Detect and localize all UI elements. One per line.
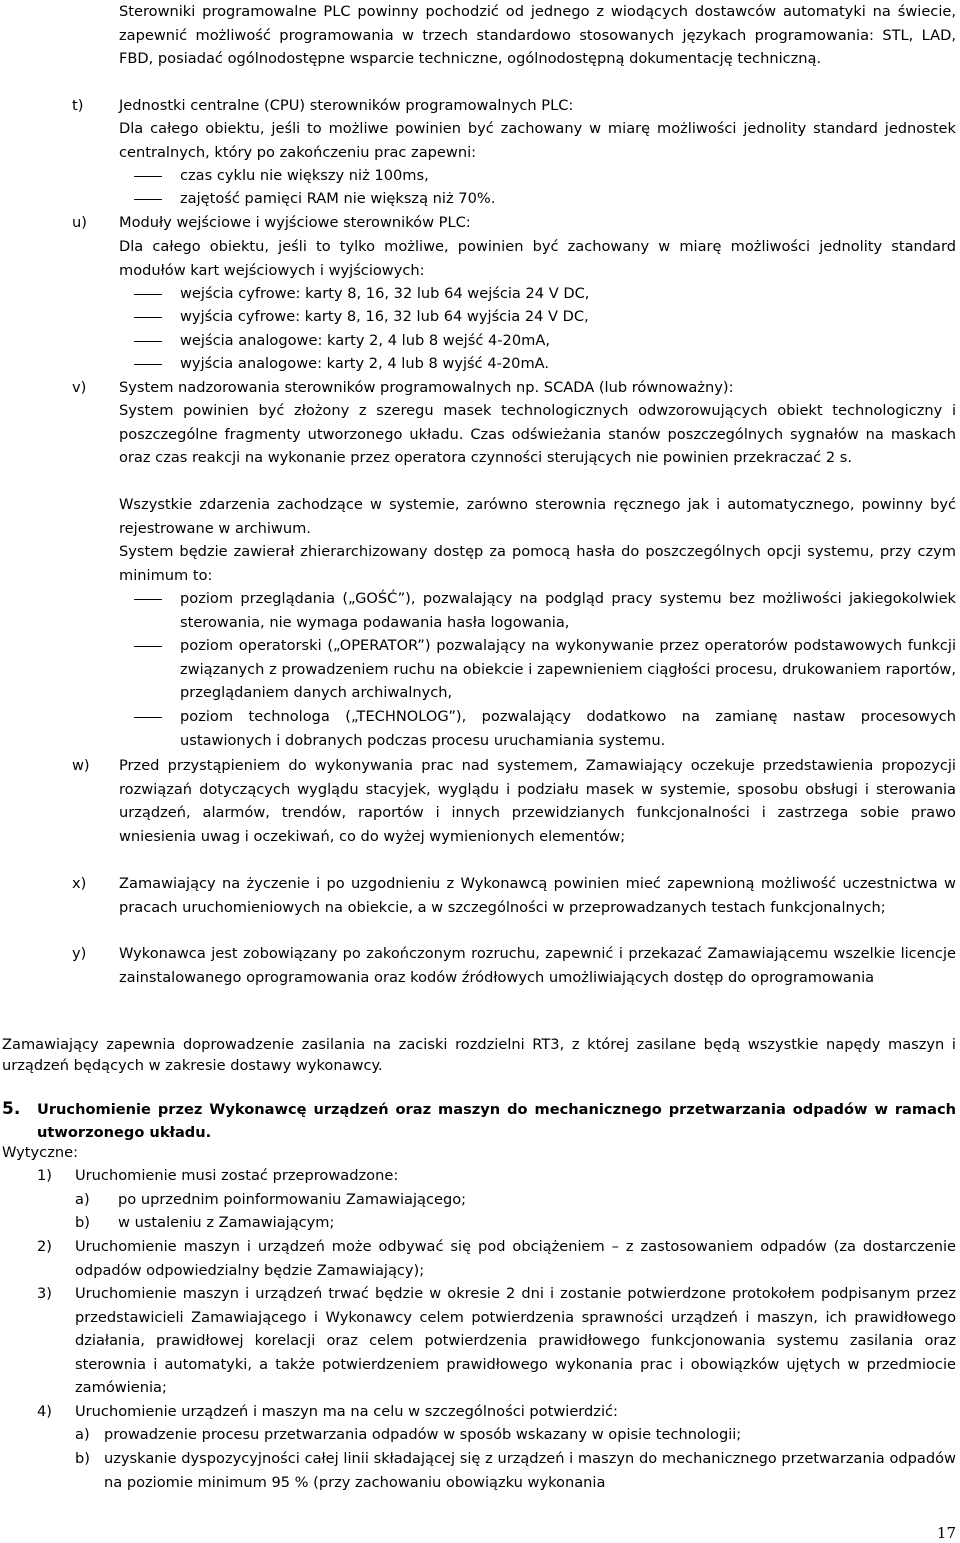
dash-bullet	[134, 176, 162, 177]
item-y-text: Wykonawca jest zobowiązany po zakończonym rozruchu, zapewnić i przekazać Zamawiającemu wszelkie licencje zainstalowanego oprogramowania oraz kodów źródłowych umożliwiających dostęp do oprogramowania	[119, 945, 956, 986]
access-level-operator: poziom operatorski („OPERATOR”) pozwalający na wykonywanie przez operatorów podstawowych funkcji związanych z prowadzeniem ruchu na obiekcie i zapewnieniem ciągłości procesu, drukowaniem raportów, przeglądaniem danych archiwalnych,	[180, 637, 956, 701]
list-item-marker: 4)	[37, 1403, 52, 1420]
item-t-body: Dla całego obiektu, jeśli to możliwe powinien być zachowany w miarę możliwości jednolity standard jednostek centralnych, który po zakończeniu prac zapewni:	[119, 120, 956, 161]
item-v-paragraph-2: Wszystkie zdarzenia zachodzące w systemie, zarówno sterownia ręcznego jak i automatycznego, powinny być rejestrowane w archiwum.	[119, 496, 956, 537]
dash-bullet	[134, 294, 162, 295]
power-supply-note: Zamawiający zapewnia doprowadzenie zasilania na zaciski rozdzielni RT3, z której zasilane będą wszystkie napędy maszyn i urządzeń będących w zakresie dostawy wykonawcy.	[2, 1036, 956, 1074]
item-u-bullet: wejścia analogowe: karty 2, 4 lub 8 wejść 4-20mA,	[180, 332, 550, 349]
list-item: Uruchomienie maszyn i urządzeń trwać będzie w okresie 2 dni i zostanie potwierdzone protokołem podpisanym przez przedstawicieli Zamawiającego i Wykonawcy celem potwierdzenia sprawności urządzeń i maszyn, ich prawidłowego działania, prawidłowej korelacji oraz celem potwierdzenia prawidłowego funkcjonowania systemu zasilania oraz sterownia i automatyki, a także potwierdzeniem prawidłowego wykonania prac i obowiązków ujętych w przedmiocie zamówienia;	[75, 1285, 956, 1396]
dash-bullet	[134, 646, 162, 647]
item-v-title: System nadzorowania sterowników programowalnych np. SCADA (lub równoważny):	[119, 379, 734, 396]
plc-intro-paragraph: Sterowniki programowalne PLC powinny pochodzić od jednego z wiodących dostawców automatyki na świecie, zapewnić możliwość programowania w trzech standardowo stosowanych językach programowania: STL, LAD, FBD, posiadać ogólnodostępne wsparcie techniczne, ogólnodostępną dokumentację techniczną.	[119, 3, 956, 67]
list-item: Uruchomienie musi zostać przeprowadzone:	[75, 1167, 399, 1184]
item-v-marker: v)	[72, 379, 87, 396]
sub-item-marker: a)	[75, 1191, 90, 1208]
sub-item-marker: b)	[75, 1450, 90, 1467]
section-5-number: 5.	[2, 1099, 21, 1119]
access-level-guest: poziom przeglądania („GOŚĆ”), pozwalający na podgląd pracy systemu bez możliwości jakiegokolwiek sterowania, nie wymaga podawania hasła logowania,	[180, 590, 956, 631]
item-x-marker: x)	[72, 875, 87, 892]
list-item-marker: 1)	[37, 1167, 52, 1184]
dash-bullet	[134, 317, 162, 318]
item-x-text: Zamawiający na życzenie i po uzgodnieniu z Wykonawcą powinien mieć zapewnioną możliwość uczestnictwa w pracach uruchomieniowych na obiekcie, a w szczególności w przeprowadzanych testach funkcjonalnych;	[119, 875, 956, 916]
list-item-marker: 3)	[37, 1285, 52, 1302]
item-u-bullet: wyjścia cyfrowe: karty 8, 16, 32 lub 64 wyjścia 24 V DC,	[180, 308, 589, 325]
sub-item-marker: b)	[75, 1214, 90, 1231]
item-w-marker: w)	[72, 757, 90, 774]
access-level-technologist: poziom technologa („TECHNOLOG”), pozwalający dodatkowo na zamianę nastaw procesowych ustawionych i dobranych podczas procesu uruchamiania systemu.	[180, 708, 956, 749]
list-item: Uruchomienie urządzeń i maszyn ma na celu w szczególności potwierdzić:	[75, 1403, 618, 1420]
dash-bullet	[134, 717, 162, 718]
item-t-title: Jednostki centralne (CPU) sterowników programowalnych PLC:	[119, 97, 574, 114]
page-number: 17	[936, 1524, 956, 1542]
sub-item: po uprzednim poinformowaniu Zamawiającego;	[118, 1191, 467, 1208]
guidelines-label: Wytyczne:	[2, 1144, 78, 1161]
dash-bullet	[134, 199, 162, 200]
item-v-paragraph-1: System powinien być złożony z szeregu masek technologicznych odwzorowujących obiekt technologiczny i poszczególne fragmenty utworzonego układu. Czas odświeżania stanów poszczególnych sygnałów na maskach oraz czas reakcji na wykonanie przez operatora czynności sterujących nie powinien przekraczać 2 s.	[119, 402, 956, 466]
item-u-bullet: wyjścia analogowe: karty 2, 4 lub 8 wyjść 4-20mA.	[180, 355, 550, 372]
sub-item-marker: a)	[75, 1426, 90, 1443]
dash-bullet	[134, 364, 162, 365]
item-t-bullet: zajętość pamięci RAM nie większą niż 70%.	[180, 190, 496, 207]
dash-bullet	[134, 341, 162, 342]
list-item: Uruchomienie maszyn i urządzeń może odbywać się pod obciążeniem – z zastosowaniem odpadów (za dostarczenie odpadów odpowiedzialny będzie Zamawiający);	[75, 1238, 956, 1279]
sub-item: uzyskanie dyspozycyjności całej linii składającej się z urządzeń i maszyn do mechanicznego przetwarzania odpadów na poziomie minimum 95 % (przy zachowaniu obowiązku wykonania	[104, 1450, 956, 1491]
sub-item: prowadzenie procesu przetwarzania odpadów w sposób wskazany w opisie technologii;	[104, 1426, 742, 1443]
item-t-marker: t)	[72, 97, 84, 114]
item-w-text: Przed przystąpieniem do wykonywania prac nad systemem, Zamawiający oczekuje przedstawienia propozycji rozwiązań dotyczących wyglądu stacyjek, wyglądu i podziału masek w systemie, sposobu obsługi i sterowania urządzeń, alarmów, trendów, raportów i innych przewidzianych funkcjonalności i zastrzega sobie prawo wniesienia uwag i oczekiwań, co do wyżej wymienionych elementów;	[119, 757, 956, 845]
item-u-body: Dla całego obiektu, jeśli to tylko możliwe, powinien być zachowany w miarę możliwości jednolity standard modułów kart wejściowych i wyjściowych:	[119, 238, 956, 279]
item-u-marker: u)	[72, 214, 87, 231]
item-y-marker: y)	[72, 945, 87, 962]
item-t-bullet: czas cyklu nie większy niż 100ms,	[180, 167, 429, 184]
sub-item: w ustaleniu z Zamawiającym;	[118, 1214, 335, 1231]
item-v-paragraph-3: System będzie zawierał zhierarchizowany dostęp za pomocą hasła do poszczególnych opcji systemu, przy czym minimum to:	[119, 543, 956, 584]
item-u-title: Moduły wejściowe i wyjściowe sterowników PLC:	[119, 214, 471, 231]
dash-bullet	[134, 599, 162, 600]
item-u-bullet: wejścia cyfrowe: karty 8, 16, 32 lub 64 wejścia 24 V DC,	[180, 285, 590, 302]
section-5-title: Uruchomienie przez Wykonawcę urządzeń oraz maszyn do mechanicznego przetwarzania odpadów w ramach utworzonego układu.	[37, 1101, 956, 1141]
list-item-marker: 2)	[37, 1238, 52, 1255]
